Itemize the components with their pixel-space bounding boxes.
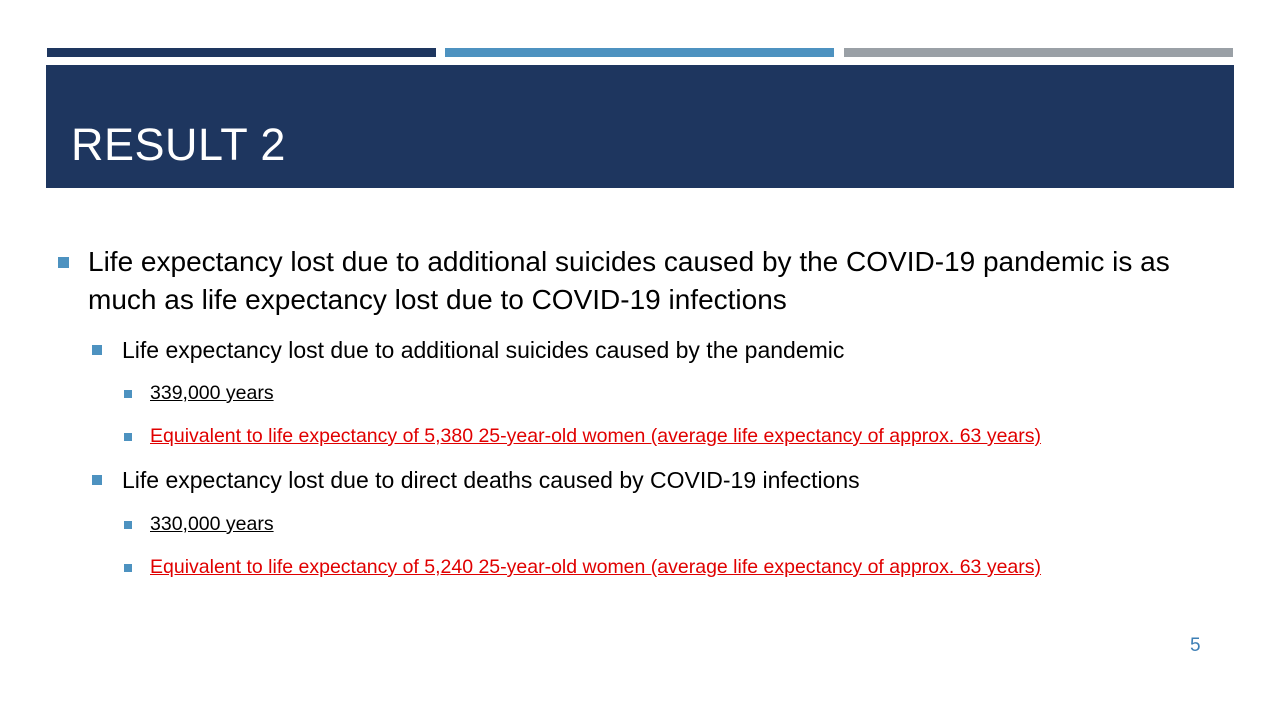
suicides-years[interactable]: 339,000 years bbox=[150, 382, 274, 404]
bullet-square-icon bbox=[92, 345, 102, 355]
bullet-square-icon bbox=[124, 433, 132, 441]
main-bullet-text: Life expectancy lost due to additional suicides caused by the COVID-19 pandemic is as much as life expectancy lost due to COVID-19 infections bbox=[88, 246, 1170, 315]
bullet-square-icon bbox=[58, 257, 69, 268]
bullet-square-icon bbox=[124, 390, 132, 398]
suicides-equivalent[interactable]: Equivalent to life expectancy of 5,380 25-year-old women (average life expectancy of approx. 63 years) bbox=[150, 425, 1042, 447]
suicides-label: Life expectancy lost due to additional suicides caused by the pandemic bbox=[122, 337, 845, 363]
bullet-square-icon bbox=[124, 521, 132, 529]
bullet-square-icon bbox=[92, 475, 102, 485]
slide-title: RESULT 2 bbox=[71, 119, 286, 170]
page-number: 5 bbox=[1190, 635, 1201, 656]
infections-years[interactable]: 330,000 years bbox=[150, 513, 274, 535]
bullet-square-icon bbox=[124, 564, 132, 572]
infections-equivalent[interactable]: Equivalent to life expectancy of 5,240 25-year-old women (average life expectancy of approx. 63 years) bbox=[150, 556, 1042, 578]
infections-label: Life expectancy lost due to direct deaths caused by COVID-19 infections bbox=[122, 467, 860, 493]
